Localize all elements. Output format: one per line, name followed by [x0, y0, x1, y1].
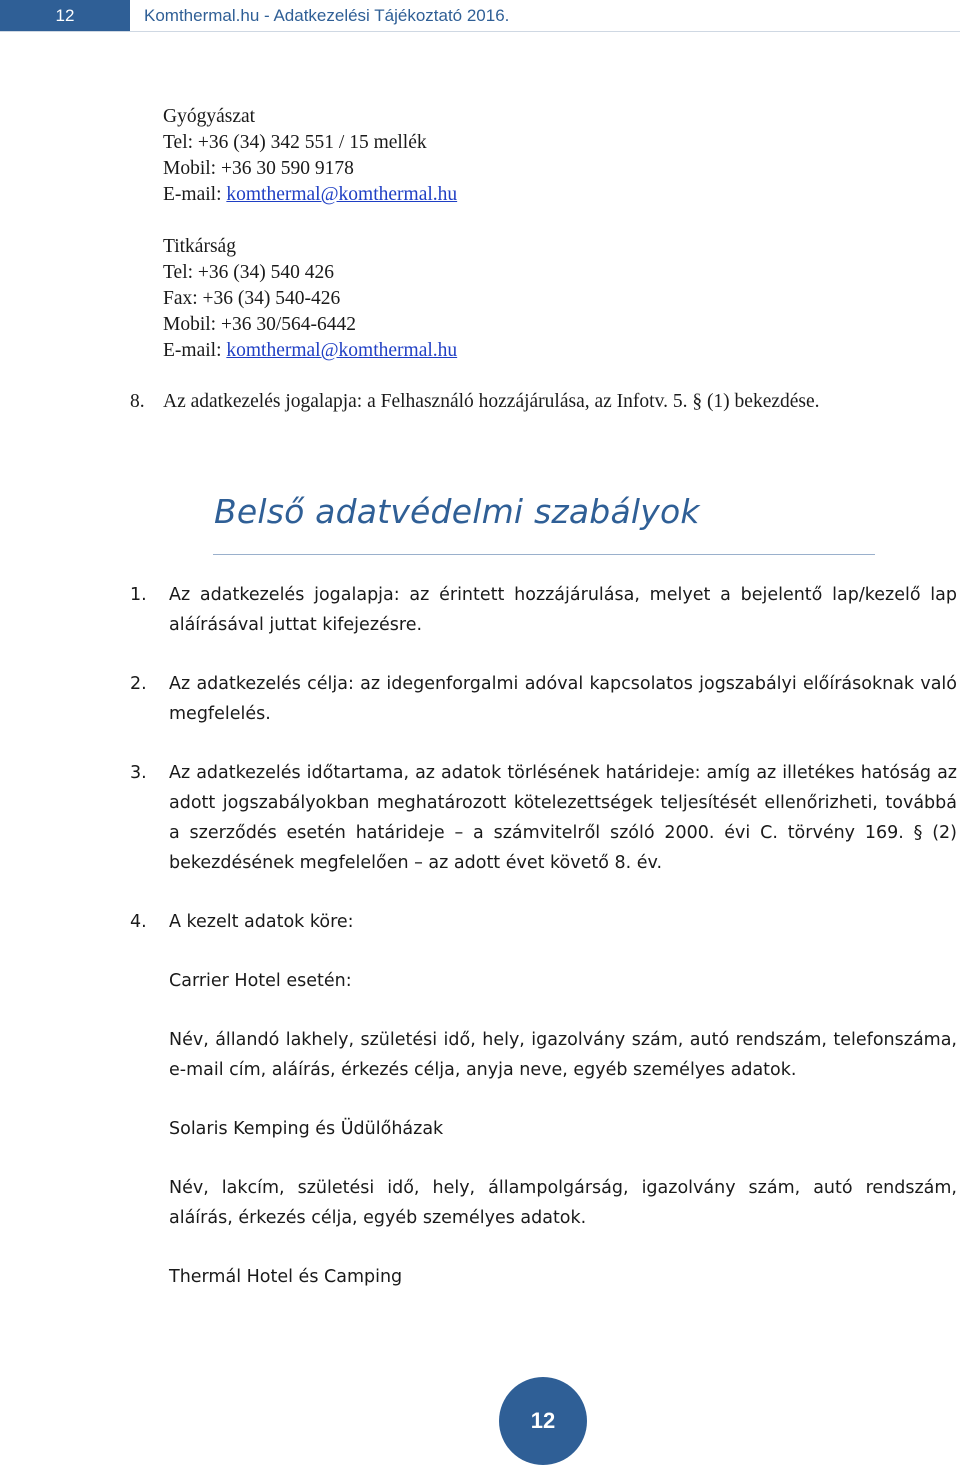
thermal-heading: Thermál Hotel és Camping [169, 1267, 403, 1287]
list-item-text: Az adatkezelés célja: az idegenforgalmi adóval kapcsolatos jogszabályi előírásoknak való megfelelés. [169, 674, 957, 724]
email-link[interactable]: komthermal@komthermal.hu [226, 184, 458, 205]
solaris-heading: Solaris Kemping és Üdülőházak [169, 1119, 444, 1139]
list-item [130, 907, 957, 937]
list-item-number: 1. [130, 585, 147, 605]
rules-list [130, 580, 957, 1292]
footer-page-number: 12 [499, 1377, 587, 1465]
header-divider [0, 31, 960, 32]
list-item [130, 669, 957, 729]
contact-titkarsag-email-row [163, 338, 457, 364]
list-item-number: 4. [130, 912, 147, 932]
contact-gyogyaszat-tel: Tel: +36 (34) 342 551 / 15 mellék [163, 132, 427, 153]
contact-titkarsag-tel: Tel: +36 (34) 540 426 [163, 262, 335, 283]
list-item [130, 580, 957, 640]
list-item-text: Az adatkezelés jogalapja: a Felhasználó hozzájárulása, az Infotv. 5. § (1) bekezdése. [163, 391, 820, 412]
list-item-number: 2. [130, 674, 147, 694]
contact-titkarsag-name: Titkárság [163, 236, 236, 257]
solaris-text: Név, lakcím, születési idő, hely, állampolgárság, igazolvány szám, autó rendszám, aláírás, érkezés célja, egyéb személyes adatok. [169, 1178, 957, 1228]
contact-titkarsag-mobil: Mobil: +36 30/564-6442 [163, 314, 357, 335]
carrier-text: Név, állandó lakhely, születési idő, hely, igazolvány szám, autó rendszám, telefonszáma, e-mail cím, aláírás, érkezés célja, anyja neve, egyéb személyes adatok. [169, 1030, 957, 1080]
email-label: E-mail: [163, 340, 227, 361]
section-title: Belső adatvédelmi szabályok [214, 492, 700, 531]
carrier-heading: Carrier Hotel esetén: [169, 971, 352, 991]
list-item-text: Az adatkezelés időtartama, az adatok törlésének határideje: amíg az illetékes hatóság az adott jogszabályokban meghatározott kötelezettségek teljesítését ellenőrizheti, továbbá a szerződés esetén határideje – a számvitelről szóló 2000. évi C. törvény 169. § (2) bekezdésének megfelelően – az adott évet követő 8. év. [169, 763, 957, 873]
list-item-number: 8. [130, 391, 145, 412]
list-item-text: Az adatkezelés jogalapja: az érintett hozzájárulása, melyet a bejelentő lap/kezelő lap aláírásával juttat kifejezésre. [169, 585, 957, 635]
section-title-underline [213, 554, 875, 555]
contact-titkarsag-fax: Fax: +36 (34) 540-426 [163, 288, 341, 309]
list-item-text: A kezelt adatok köre: [169, 912, 354, 932]
list-item-8 [130, 389, 820, 415]
email-label: E-mail: [163, 184, 227, 205]
header-title: Komthermal.hu - Adatkezelési Tájékoztató 2016. [144, 6, 510, 25]
contact-gyogyaszat-email-row [163, 182, 457, 208]
contact-gyogyaszat-mobil: Mobil: +36 30 590 9178 [163, 158, 354, 179]
contact-block [163, 104, 457, 364]
email-link[interactable]: komthermal@komthermal.hu [226, 340, 458, 361]
list-item [130, 758, 957, 878]
contact-gyogyaszat-name: Gyógyászat [163, 106, 256, 127]
header-page-number: 12 [0, 0, 130, 32]
list-item-number: 3. [130, 763, 147, 783]
